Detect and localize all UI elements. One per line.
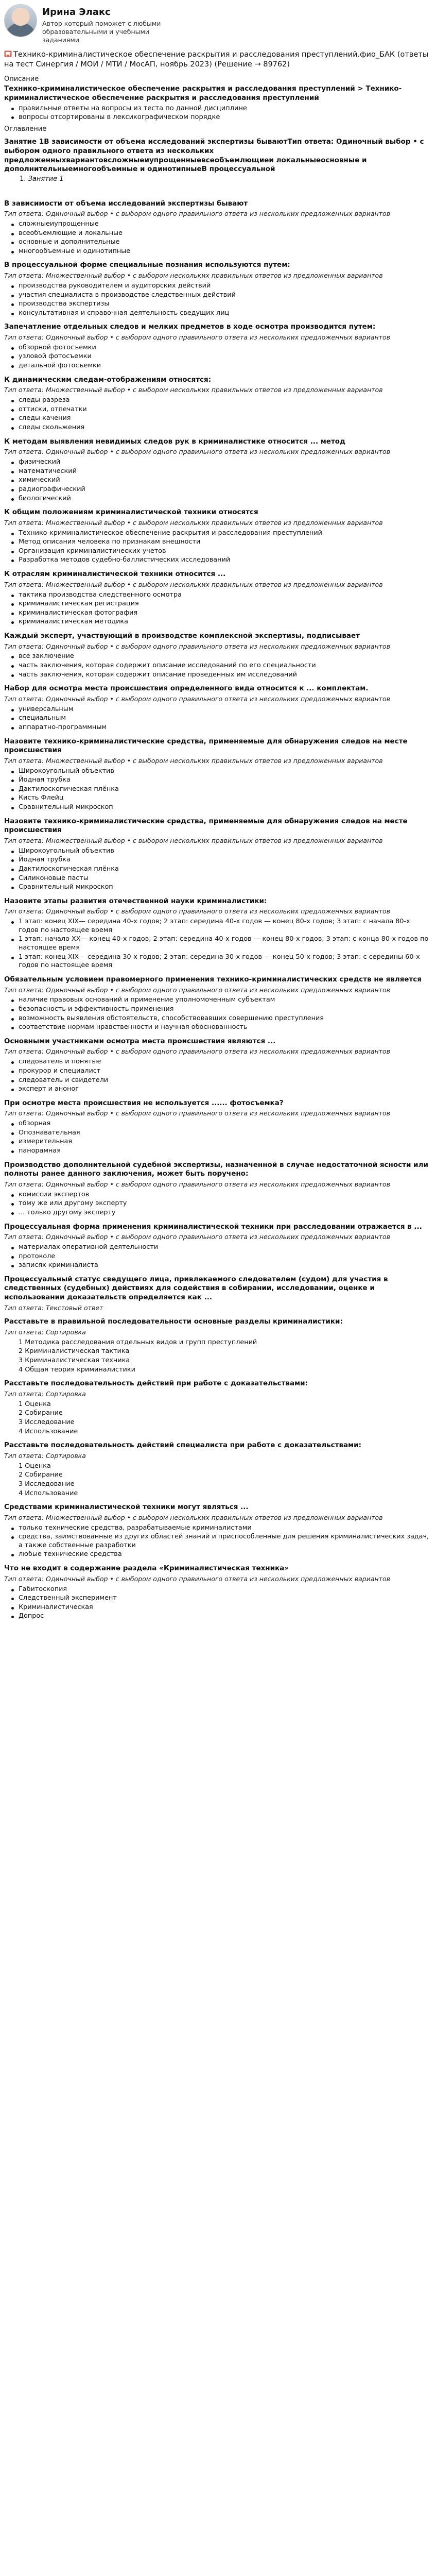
question-text: Запечатление отдельных следов и мелких предметов в ходе осмотра производится путем: [4,323,376,331]
question-type: Тип ответа: Множественный выбор • с выбором нескольких правильных ответов из предложенных вариантов [4,756,383,765]
answer-option: 1 Оценка [19,1462,51,1470]
answer-option: Сравнительный микроскоп [4,883,432,892]
answer-option: криминалистическая методика [4,618,432,626]
answer-option: 2 Собирание [19,1409,63,1417]
question-block [4,1275,432,1313]
answer-option: средства, заимствованные из других областей знаний и приспособленные для решения криминалистических задач, а также собственные разработки [4,1533,432,1550]
question-block [4,508,432,565]
answer-option: соответствие нормам нравственности и научная обоснованность [4,1023,432,1032]
question-text: В процессуальной форме специальные познания используются путем: [4,261,290,269]
answer-option: биологический [4,495,432,503]
answer-list [4,1585,432,1621]
answer-option: Разработка методов судебно-баллистических исследований [4,556,432,565]
question-text: Обязательным условием правомерного применения технико-криминалистических средств не является [4,975,422,984]
answer-option: Йодная трубка [4,776,432,785]
answer-option: Опознавательная [4,1129,432,1138]
answer-option: математический [4,467,432,476]
questions-list [4,199,432,1621]
question-text: В зависимости от объема исследований экспертизы бывают [4,199,248,208]
question-text: К общим положениям криминалистической техники относятся [4,508,258,517]
answer-option: эксперт и аноног [4,1085,432,1094]
answer-option: 4 Использование [19,1427,78,1435]
answer-option: 1 этап: начало XX— конец 40-х годов; 2 этап: середина 40-х годов — конец 80-х годов; 3 этап: с конца 80-х годов по настоящее время [4,935,432,952]
answer-option: консультативная и справочная деятельность сведущих лиц [4,309,432,318]
answer-option: специальным [4,714,432,723]
answer-option: 2 Собирание [19,1471,63,1479]
answer-option: 2 Криминалистическая тактика [19,1347,130,1355]
question-block [4,684,432,732]
question-type: Тип ответа: Сортировка [4,1451,86,1460]
answer-list [4,996,432,1032]
answer-option: следы скольжения [4,423,432,432]
question-type: Тип ответа: Множественный выбор • с выбором нескольких правильных ответов из предложенных вариантов [4,518,383,527]
question-text: Что не входит в содержание раздела «Криминалистическая техника» [4,1564,289,1573]
answer-option: химический [4,476,432,485]
question-block [4,1099,432,1156]
answer-option: протоколе [4,1252,432,1261]
answer-list [4,652,432,679]
answer-option: основные и дополнительные [4,238,432,247]
question-block [4,437,432,503]
answer-option: тактика производства следственного осмотра [4,591,432,600]
question-text: Средствами криминалистической техники могут являться ... [4,1503,249,1512]
question-text: Расставьте последовательность действий при работе с доказательствами: [4,1379,308,1388]
question-block [4,1223,432,1270]
answer-list [4,1191,432,1217]
answer-option: оттиски, отпечатки [4,405,432,414]
answer-option: производства экспертизы [4,300,432,309]
question-block [4,1317,432,1374]
answer-option: следователь и понятые [4,1058,432,1066]
answer-option: все заключение [4,652,432,661]
question-block [4,975,432,1032]
question-type: Тип ответа: Одиночный выбор • с выбором одного правильного ответа из нескольких предложенных вариантов [4,694,390,703]
answer-option: Кисть Флейц [4,794,432,803]
question-type: Тип ответа: Одиночный выбор • с выбором одного правильного ответа из нескольких предложенных вариантов [4,448,390,456]
answer-list [4,396,432,432]
description-heading: Технико-криминалистическое обеспечение раскрытия и расследования преступлений > Технико-криминалистическое обеспечение раскрытия и расследования преступлений [4,84,402,102]
question-type: Тип ответа: Текстовый ответ [4,1303,103,1312]
answer-option: узловой фотосъемки [4,352,432,361]
answer-option: 4 Общая теория криминалистики [19,1365,135,1374]
question-type: Тип ответа: Множественный выбор • с выбором нескольких правильных ответов из предложенных вариантов [4,836,383,844]
question-type: Тип ответа: Одиночный выбор • с выбором одного правильного ответа из нескольких предложенных вариантов [4,1109,390,1117]
answer-option: многообъемные и одинотипные [4,247,432,256]
answer-option: 1 этап: конец XIX— середина 40-х годов; 2 этап: середина 40-х годов — конец 80-х годов; 3 этап: с начала 80-х годов по настоящее время [4,918,432,935]
answer-option: Габитоскопия [4,1585,432,1594]
answer-list [4,282,432,318]
question-block [4,199,432,256]
question-text: К динамическим следам-отображениям относятся: [4,375,212,384]
answer-option: Метод описания человека по признакам внешности [4,538,432,547]
answer-list [4,705,432,732]
answer-option: измерительная [4,1138,432,1146]
question-text: Процессуальный статус сведущего лица, привлекаемого следователем (судом) для участия в следственных (судебных) действиях для содействия в собирании, исследовании, оценке и использовании доказательств определяется как ... [4,1275,388,1301]
answer-option: любые технические средства [4,1550,432,1559]
cart-icon [4,50,12,57]
answer-option: Широкоугольный объектив [4,767,432,776]
answer-list [4,1400,432,1436]
answer-option: 3 Криминалистическая техника [19,1357,130,1365]
answer-option: обзорной фотосъемки [4,344,432,352]
answer-option: Допрос [4,1612,432,1621]
answer-option: детальной фотосъемки [4,362,432,370]
answer-option: 3 Исследование [19,1480,75,1488]
answer-list [4,1462,432,1498]
author-header [4,4,432,44]
answer-option: 1 Оценка [19,1400,51,1408]
question-block [4,817,432,892]
question-text: Назовите технико-криминалистические средства, применяемые для обнаружения следов на месте происшествия [4,817,408,835]
question-type: Тип ответа: Одиночный выбор • с выбором одного правильного ответа из нескольких предложенных вариантов [4,210,390,218]
question-type: Тип ответа: Одиночный выбор • с выбором одного правильного ответа из нескольких предложенных вариантов [4,1180,390,1188]
toc-item-number: 1. [20,175,28,183]
answer-option: ... только другому эксперту [4,1209,432,1217]
answer-option: тому же или другому эксперту [4,1199,432,1208]
question-block [4,1441,432,1498]
answer-option: часть заключения, которая содержит описание исследований по его специальности [4,662,432,670]
answer-option: Технико-криминалистическое обеспечение раскрытия и расследования преступлений [4,529,432,538]
answer-option: криминалистическая регистрация [4,600,432,608]
answer-option: только технические средства, разрабатываемые криминалистами [4,1524,432,1533]
description-label: Описание [4,75,39,83]
question-block [4,1503,432,1559]
answer-option: Силиконовые пасты [4,874,432,883]
question-text: Набор для осмотра места происшествия определенного вида относится к ... комплектам. [4,684,369,693]
toc-item-text: Занятие 1 [28,175,64,183]
answer-option: Дактилоскопическая плёнка [4,865,432,874]
answer-option: наличие правовых оснований и применение уполномоченным субъектам [4,996,432,1005]
question-block [4,737,432,812]
answer-option: Йодная трубка [4,856,432,865]
answer-option: Следственный эксперимент [4,1594,432,1603]
question-text: Расставьте последовательность действий специалиста при работе с доказательствами: [4,1441,361,1450]
toc-list [4,175,432,184]
question-type: Тип ответа: Одиночный выбор • с выбором одного правильного ответа из нескольких предложенных вариантов [4,642,390,650]
question-text: Производство дополнительной судебной экспертизы, назначенной в случае недостаточной ясности или полноты ранее данного заключения, может быть поручено: [4,1160,428,1178]
question-block [4,632,432,679]
answer-list [4,591,432,627]
question-text: К отраслям криминалистической техники относится ... [4,570,226,579]
question-block [4,1037,432,1094]
answer-option: следы качения [4,414,432,423]
answer-option: всеобъемлющие и локальные [4,229,432,238]
question-type: Тип ответа: Множественный выбор • с выбором нескольких правильных ответов из предложенных вариантов [4,272,383,280]
answer-list [4,1058,432,1094]
question-text: Процессуальная форма применения криминалистической техники при расследовании отражается в ... [4,1222,422,1231]
answer-option: 3 Исследование [19,1418,75,1426]
answer-list [4,918,432,970]
answer-option: часть заключения, которая содержит описание проведенных им исследований [4,671,432,680]
question-type: Тип ответа: Одиночный выбор • с выбором одного правильного ответа из нескольких предложенных вариантов [4,1233,390,1241]
answer-list [4,1524,432,1560]
answer-option: производства руководителем и аудиторских действий [4,282,432,291]
question-block [4,376,432,432]
answer-option: панорамная [4,1147,432,1156]
question-type: Тип ответа: Сортировка [4,1328,86,1336]
question-text: Основными участниками осмотра места происшествия являются ... [4,1037,276,1045]
answer-option: участия специалиста в производстве следственных действий [4,291,432,300]
page-title-text: Технико-криминалистическое обеспечение раскрытия и расследования преступлений.фио_БАК (ответы на тест Синергия / МОИ / МТИ / МосАП, ноябрь 2023) (Решение → 89762) [4,50,429,69]
question-block [4,1379,432,1436]
answer-option: радиографический [4,485,432,494]
question-text: Назовите технико-криминалистические средства, применяемые для обнаружения следов на месте происшествия [4,737,408,755]
answer-option: прокурор и специалист [4,1067,432,1076]
description-item: правильные ответы на вопросы из теста по данной дисциплине [4,104,432,113]
answer-option: Организация криминалистических учетов [4,547,432,556]
toc-item[interactable] [20,175,432,184]
answer-option: возможность выявления обстоятельств, способствовавших совершению преступления [4,1014,432,1023]
question-block [4,897,432,970]
question-text: К методам выявления невидимых следов рук в криминалистике относится ... метод [4,437,345,446]
answer-list [4,344,432,370]
answer-option: физический [4,458,432,467]
answer-list [4,1338,432,1375]
answer-list [4,767,432,812]
answer-list [4,529,432,565]
answer-option: Широкоугольный объектив [4,847,432,856]
author-subtitle: Автор который поможет с любыми образовательными и учебными заданиями [42,20,161,44]
question-text: Назовите этапы развития отечественной науки криминалистики: [4,896,267,905]
question-type: Тип ответа: Множественный выбор • с выбором нескольких правильных ответов из предложенных вариантов [4,580,383,588]
answer-option: криминалистическая фотография [4,609,432,618]
answer-list [4,847,432,892]
question-type: Тип ответа: Одиночный выбор • с выбором одного правильного ответа из нескольких предложенных вариантов [4,907,390,916]
author-info [42,4,171,44]
question-block [4,1564,432,1621]
answer-list [4,220,432,256]
answer-list [4,458,432,503]
answer-option: аппаратно-программным [4,723,432,732]
answer-option: записях криминалиста [4,1261,432,1270]
question-type: Тип ответа: Одиночный выбор • с выбором одного правильного ответа из нескольких предложенных вариантов [4,1574,390,1583]
question-type: Тип ответа: Множественный выбор • с выбором нескольких правильных ответов из предложенных вариантов [4,1513,383,1521]
answer-option: сложныеиупрощенные [4,220,432,229]
question-text: Каждый эксперт, участвующий в производстве комплексной экспертизы, подписывает [4,632,360,640]
question-type: Тип ответа: Одиночный выбор • с выбором одного правильного ответа из нескольких предложенных вариантов [4,986,390,994]
description-list [4,104,432,122]
avatar[interactable] [4,4,37,37]
question-block [4,261,432,317]
question-text: Расставьте в правильной последовательности основные разделы криминалистики: [4,1317,343,1326]
question-block [4,1161,432,1217]
toc-label: Оглавление [4,125,47,133]
answer-option: безопасность и эффективность применения [4,1005,432,1014]
answer-option: обзорная [4,1120,432,1128]
answer-list [4,1243,432,1270]
question-text: При осмотре места происшествия не используется ...... фотосъемка? [4,1098,284,1107]
question-block [4,570,432,626]
answer-option: Дактилоскопическая плёнка [4,785,432,794]
answer-option: материалах оперативной деятельности [4,1243,432,1252]
question-type: Тип ответа: Множественный выбор • с выбором нескольких правильных ответов из предложенных вариантов [4,386,383,394]
author-name[interactable]: Ирина Элакс [42,7,111,18]
answer-option: следователь и свидетели [4,1076,432,1085]
page-title [4,50,432,70]
question-type: Тип ответа: Одиночный выбор • с выбором одного правильного ответа из нескольких предложенных вариантов [4,1047,390,1056]
answer-option: Криминалистическая [4,1603,432,1612]
answer-option: комиссии экспертов [4,1191,432,1199]
answer-option: следы разреза [4,396,432,405]
answer-option: 4 Использование [19,1489,78,1497]
answer-list [4,1120,432,1156]
question-type: Тип ответа: Одиночный выбор • с выбором одного правильного ответа из нескольких предложенных вариантов [4,333,390,341]
question-block [4,323,432,370]
description-item: вопросы отсортированы в лексикографическом порядке [4,113,432,122]
answer-option: универсальным [4,705,432,714]
question-type: Тип ответа: Сортировка [4,1389,86,1398]
toc-heading: Занятие 1В зависимости от объема исследований экспертизы бываютТип ответа: Одиночный выбор • с выбором одного правильного ответа из нескольких предложенныхвариантовсложныеиупрощенныевсеобъемлющиеи локальныеосновные и дополнительныемногообъемные и одинотипныеВ процессуальной [4,138,424,174]
answer-option: Сравнительный микроскоп [4,803,432,812]
answer-option: 1 Методика расследования отдельных видов и групп преступлений [19,1338,257,1346]
answer-option: 1 этап: конец XIX— середина 30-х годов; 2 этап: середина 30-х годов — конец 50-х годов; 3 этап: с середины 60-х годов по настоящее время [4,953,432,970]
